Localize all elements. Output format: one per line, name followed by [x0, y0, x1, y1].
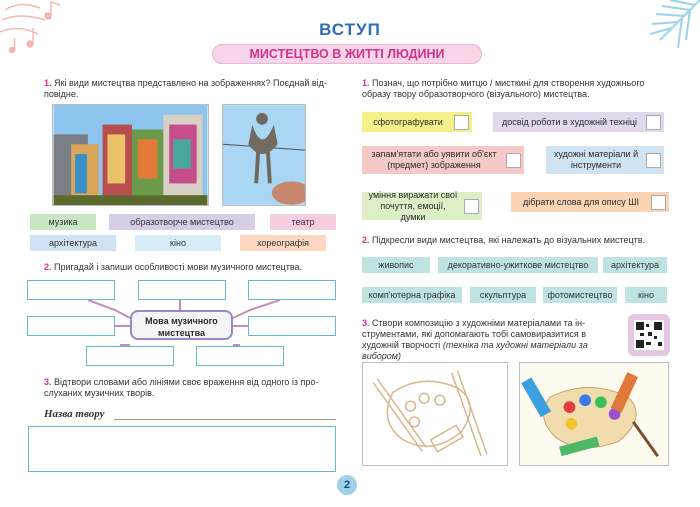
- mindmap-answer-field[interactable]: [248, 280, 336, 300]
- left-question-2: [44, 262, 336, 273]
- art-tag-visual-art[interactable]: образотворче мистецтво: [109, 214, 255, 230]
- mindmap-answer-field[interactable]: [27, 280, 115, 300]
- visual-art-painting[interactable]: живопис: [362, 257, 430, 273]
- option-describe-ai[interactable]: [511, 192, 669, 212]
- visual-art-decorative[interactable]: декоративно-ужиткове мистецтво: [438, 257, 598, 273]
- mindmap-answer-field[interactable]: [138, 280, 226, 300]
- option-art-materials[interactable]: [546, 146, 664, 174]
- option-label: художні матеріали й інструменти: [553, 149, 639, 170]
- option-label: дібрати слова для опису ШІ: [523, 196, 639, 207]
- question-number: 1.: [44, 78, 52, 88]
- mindmap-answer-field[interactable]: [86, 346, 174, 366]
- mindmap-center-node: Мова музичного мистецтва: [130, 310, 233, 340]
- question-number: 3.: [44, 377, 52, 387]
- question-hint: (техніка та художні матеріали за вибором): [362, 340, 588, 361]
- art-tag-choreography[interactable]: хореографія: [240, 235, 326, 251]
- visual-art-architecture[interactable]: архітектура: [603, 257, 667, 273]
- option-checkbox[interactable]: [464, 199, 479, 214]
- question-number: 2.: [362, 235, 370, 245]
- question-text: Підкресли види мистецтва, які належать до візуальних мистецтв.: [372, 235, 646, 245]
- art-tag-music[interactable]: музика: [30, 214, 96, 230]
- question-number: 1.: [362, 78, 370, 88]
- option-label: сфотографувати: [373, 116, 443, 127]
- art-tools-sketch: [362, 362, 508, 466]
- section-title: МИСТЕЦТВО В ЖИТТІ ЛЮДИНИ: [212, 44, 482, 64]
- option-express-feelings[interactable]: [362, 189, 482, 222]
- question-text: Познач, що потрібно митцю / мисткині для створення художнього образу твору образотворчого (візуального) мистецтва.: [362, 78, 645, 99]
- qr-code-icon[interactable]: [628, 314, 670, 356]
- painted-silos-photo: [52, 104, 209, 206]
- mindmap-answer-field[interactable]: [196, 346, 284, 366]
- right-question-2: [362, 235, 666, 246]
- option-label: уміння виражати свої почуття, емоції, думки: [368, 189, 458, 222]
- art-tools-color-drawing: [519, 362, 669, 466]
- left-question-3: [44, 377, 336, 399]
- question-text: Які види мистецтва представлено на зображеннях? Поєднай відповідне.: [44, 78, 327, 99]
- option-checkbox[interactable]: [646, 153, 661, 168]
- option-label: досвід роботи в художній техніці: [501, 116, 638, 127]
- art-tag-cinema[interactable]: кіно: [135, 235, 221, 251]
- right-question-1: [362, 78, 666, 100]
- page-number: 2: [337, 475, 357, 495]
- mindmap-answer-field[interactable]: [27, 316, 115, 336]
- option-technique-experience[interactable]: [493, 112, 664, 132]
- option-checkbox[interactable]: [454, 115, 469, 130]
- work-name-input-line[interactable]: [114, 419, 336, 420]
- art-tag-theatre[interactable]: театр: [270, 214, 336, 230]
- mindmap-answer-field[interactable]: [248, 316, 336, 336]
- question-number: 2.: [44, 262, 52, 272]
- visual-art-cinema[interactable]: кіно: [625, 287, 667, 303]
- visual-art-computer-graphics[interactable]: комп'ютерна графіка: [362, 287, 462, 303]
- page-title: ВСТУП: [319, 20, 381, 39]
- work-name-label: Назва твору: [44, 408, 105, 420]
- impression-answer-field[interactable]: [28, 426, 336, 472]
- question-text: Створи композицію з художніми матеріалами та інструментами, які допомагають тобі самовиразитися в художній творчості: [362, 318, 586, 350]
- option-checkbox[interactable]: [651, 195, 666, 210]
- option-checkbox[interactable]: [646, 115, 661, 130]
- sculpture-photo: [222, 104, 306, 206]
- left-question-1: [44, 78, 336, 100]
- option-checkbox[interactable]: [506, 153, 521, 168]
- question-text: Пригадай і запиши особливості мови музичного мистецтва.: [54, 262, 303, 272]
- option-remember-object[interactable]: [362, 146, 524, 174]
- question-number: 3.: [362, 318, 370, 328]
- right-question-3: [362, 318, 622, 362]
- option-photograph[interactable]: [362, 112, 472, 132]
- question-text: Відтвори словами або лініями своє враження від одного із прослуханих музичних творів.: [44, 377, 319, 398]
- visual-art-sculpture[interactable]: скульптура: [470, 287, 536, 303]
- option-label: запам'ятати або уявити об'єкт (предмет) зображення: [371, 149, 497, 170]
- visual-art-photography[interactable]: фотомистецтво: [543, 287, 617, 303]
- art-tag-architecture[interactable]: архітектура: [30, 235, 116, 251]
